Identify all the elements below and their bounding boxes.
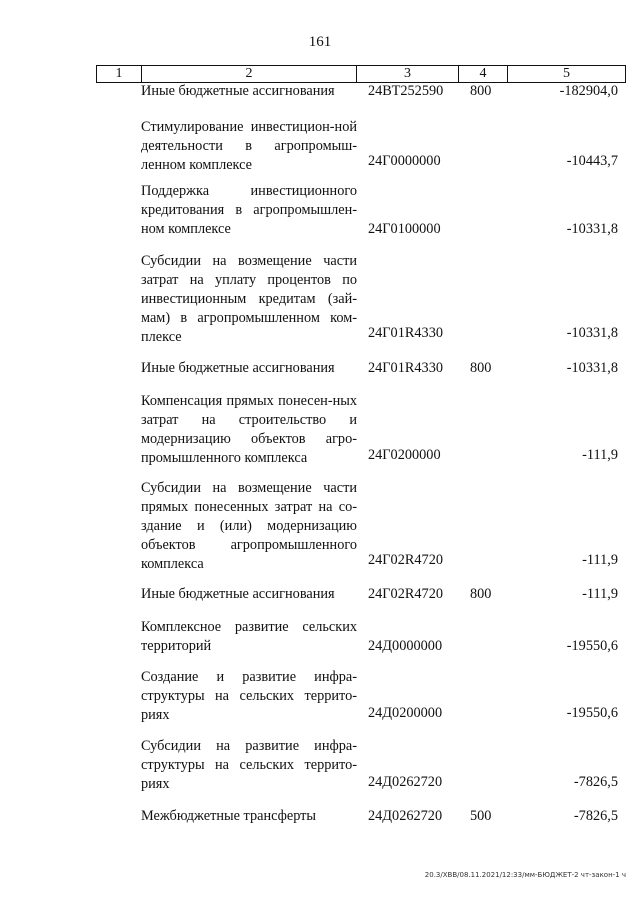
row-amount: -10331,8 <box>566 360 618 376</box>
document-footer: 20.3/ХВВ/08.11.2021/12:33/мм-БЮДЖЕТ-2 чт-закон-1 ч <box>424 871 626 879</box>
row-code: 24Г02R4720 <box>368 586 443 602</box>
row-amount: -10331,8 <box>566 325 618 341</box>
row-amount: -111,9 <box>582 447 618 463</box>
row-name: Создание и развитие инфра-структуры на сельских террито-риях <box>141 669 357 723</box>
row-code: 24Д0262720 <box>368 774 443 790</box>
row-amount: -10443,7 <box>566 153 618 169</box>
row-amount: -10331,8 <box>566 221 618 237</box>
row-amount: -7826,5 <box>573 808 618 824</box>
row-name: Иные бюджетные ассигнования <box>141 360 335 376</box>
row-amount: -19550,6 <box>566 705 618 721</box>
row-amount: -182904,0 <box>559 83 618 99</box>
row-name: Межбюджетные трансферты <box>141 808 317 824</box>
row-name: Поддержка инвестиционного кредитования в агропромышлен-ном комплексе <box>141 183 357 237</box>
row-type: 800 <box>470 83 492 99</box>
row-code: 24Д0262720 <box>368 808 443 824</box>
row-amount: -19550,6 <box>566 638 618 654</box>
row-name: Иные бюджетные ассигнования <box>141 586 335 602</box>
row-type: 800 <box>470 586 492 602</box>
row-code: 24Г02R4720 <box>368 552 443 568</box>
row-name: Стимулирование инвестицион-ной деятельности в агропромыш-ленном комплексе <box>141 119 357 173</box>
page-number: 161 <box>308 34 332 50</box>
row-code: 24Г0200000 <box>368 447 441 463</box>
row-code: 24Г0000000 <box>368 153 441 169</box>
row-type: 800 <box>470 360 492 376</box>
row-name: Субсидии на возмещение части затрат на уплату процентов по инвестиционным кредитам (зай-мам) в агропромышленном ком-плексе <box>141 253 357 345</box>
row-code: 24Д0200000 <box>368 705 443 721</box>
row-name: Комплексное развитие сельских территорий <box>141 619 357 654</box>
row-code: 24Г01R4330 <box>368 360 443 376</box>
row-code: 24ВТ252590 <box>368 83 444 99</box>
header-col-2: 2 <box>142 66 357 83</box>
header-col-4: 4 <box>459 66 508 83</box>
header-col-1: 1 <box>97 66 142 83</box>
row-amount: -111,9 <box>582 586 618 602</box>
row-code: 24Д0000000 <box>368 638 443 654</box>
header-col-3: 3 <box>357 66 459 83</box>
header-col-5: 5 <box>508 66 626 83</box>
row-name: Компенсация прямых понесен-ных затрат на строительство и модернизацию объектов агро-промышленного комплекса <box>141 393 357 466</box>
row-name: Субсидии на возмещение части прямых понесенных затрат на со-здание и (или) модернизацию объектов агропромышленного комплекса <box>141 480 357 572</box>
row-amount: -111,9 <box>582 552 618 568</box>
row-code: 24Г0100000 <box>368 221 441 237</box>
row-code: 24Г01R4330 <box>368 325 443 341</box>
row-name: Иные бюджетные ассигнования <box>141 83 335 99</box>
row-amount: -7826,5 <box>573 774 618 790</box>
row-name: Субсидии на развитие инфра-структуры на сельских террито-риях <box>141 738 357 792</box>
row-type: 500 <box>470 808 492 824</box>
